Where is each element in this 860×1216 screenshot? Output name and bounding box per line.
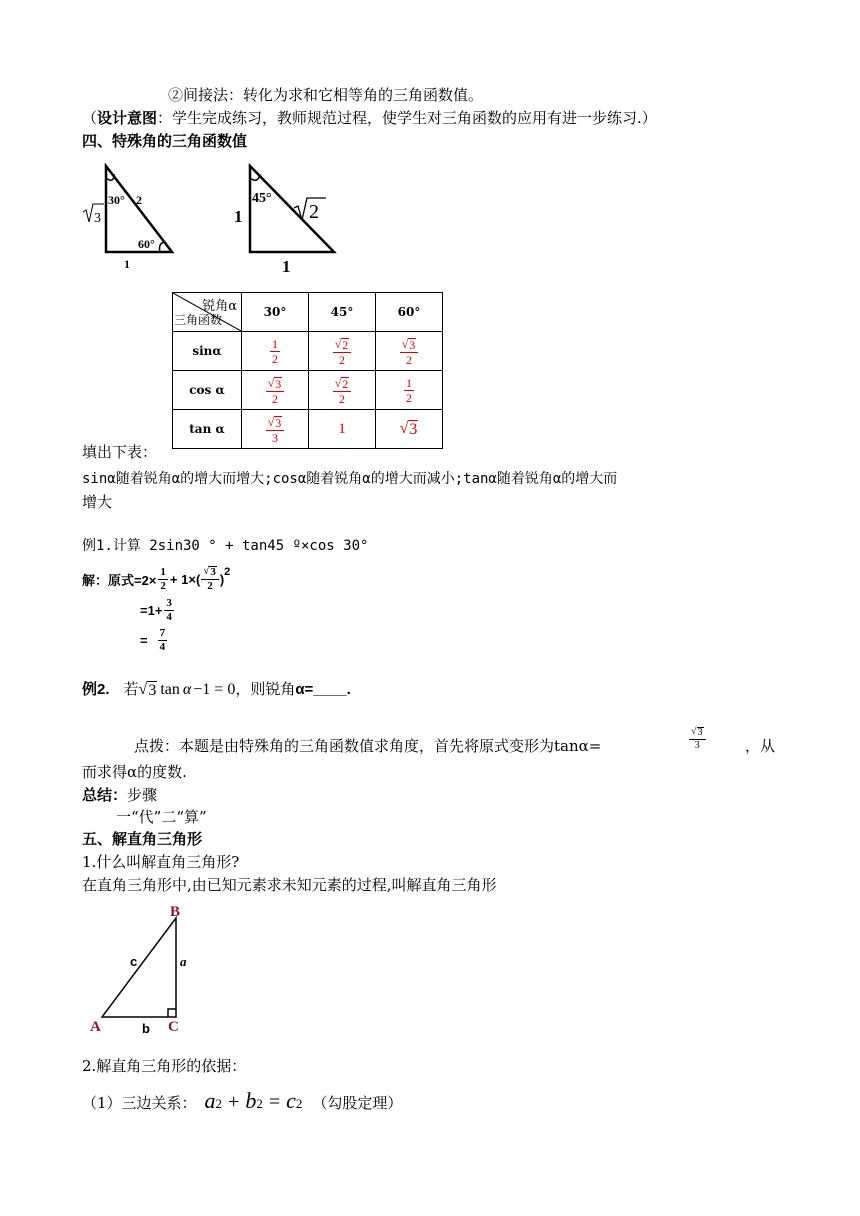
example-2 <box>82 678 351 700</box>
sin45-value: √ 2 2 <box>309 332 376 371</box>
example-1: 例1.计算 2sin30 ° + tan45 º×cos 30° <box>82 538 369 554</box>
heading-solve-right-triangle: 五、解直角三角形 <box>82 830 203 848</box>
eq-c-exp: 2 <box>295 1096 303 1111</box>
hint-text: 点拨：本题是由特殊角的三角函数值求角度，首先将原式变形为tanα= <box>134 737 602 755</box>
eq-a-exp: 2 <box>215 1096 223 1111</box>
tan-text: tan <box>160 681 180 698</box>
row-tan: tan α <box>173 410 242 449</box>
monotonic-line-1: sinα随着锐角α的增大而增大;cosα随着锐角α的增大而减小;tanα随着锐角α的增大而 <box>82 471 618 487</box>
vertex-C: C <box>168 1019 179 1035</box>
hint-line-2: 而求得α的度数. <box>82 763 187 781</box>
alpha-text: α <box>182 681 192 698</box>
heading-special-angles: 四、特殊角的三角函数值 <box>82 132 248 150</box>
solution-eq-1: =1+ <box>140 603 163 618</box>
alpha-blank: α=____. <box>295 681 351 698</box>
eq-b-exp: 2 <box>256 1096 263 1111</box>
angle-45-label: 45° <box>252 191 272 206</box>
fraction-sqrt3-over-2: √ 3 2 <box>201 566 219 592</box>
triangle-abc <box>86 898 196 1038</box>
fraction-three-quarters: $\frac{3}{4}$ <box>166 597 172 623</box>
triangle-30-60 <box>80 160 180 272</box>
angle-30-label: 30° <box>108 193 125 207</box>
paren: （ <box>82 109 98 127</box>
table-row <box>173 410 443 449</box>
col-60: 60° <box>376 293 443 332</box>
eq-b: b <box>245 1088 257 1113</box>
left-sqrt3-label: 3 <box>94 211 101 226</box>
sqrt3: √ 3 <box>138 681 157 699</box>
relation-label: （1）三边关系： <box>82 1094 197 1112</box>
tan45-value: 1 <box>309 410 376 449</box>
side-b: b <box>142 1021 150 1036</box>
example-2-if: 若 <box>123 680 139 698</box>
tan60-value: √ 3 <box>376 410 443 449</box>
then-acute-angle: ，则锐角 <box>235 680 296 698</box>
bottom-1-label: 1 <box>282 257 291 276</box>
header-trig-function: 三角函数 <box>174 313 223 327</box>
hint-tail: ，从 <box>745 737 776 755</box>
col-45: 45° <box>309 293 376 332</box>
hint-fraction: √ 3 3 <box>689 719 706 751</box>
definition: 在直角三角形中,由已知元素求未知元素的过程,叫解直角三角形 <box>82 876 497 894</box>
design-intent-label: 设计意图 <box>97 109 158 127</box>
fill-table-label: 填出下表： <box>82 443 158 461</box>
square-exponent: 2 <box>224 566 231 578</box>
solution-prefix: 解：原式=2× <box>82 572 157 588</box>
summary-text: 步骤 <box>127 786 158 804</box>
question-1: 1.什么叫解直角三角形? <box>82 853 240 871</box>
table-header-row <box>173 293 443 332</box>
example-2-label: 例2. <box>82 681 110 698</box>
question-2: 2.解直角三角形的依据： <box>82 1057 247 1075</box>
solution-plus: + 1×( <box>169 571 201 587</box>
solution-line-1 <box>82 566 230 592</box>
table-corner-cell <box>173 293 242 332</box>
eq-plus: + <box>228 1091 240 1113</box>
steps-text: 一“代”二“算” <box>116 808 207 826</box>
solution-line-3 <box>140 628 167 653</box>
eq-c: c <box>286 1088 296 1113</box>
col-30: 30° <box>242 293 309 332</box>
hyp-2-label: 2 <box>136 193 142 207</box>
header-acute-angle: 锐角α <box>202 299 237 314</box>
sin30-value: $\frac{1}{2}$ <box>242 332 309 371</box>
eq-equals: = <box>268 1091 281 1113</box>
vertex-B: B <box>170 904 181 920</box>
fraction-seven-quarters: $\frac{7}{4}$ <box>159 627 166 653</box>
table-row <box>173 332 443 371</box>
right-angle-icon <box>168 1009 176 1017</box>
three-side-relation <box>82 1088 402 1114</box>
summary <box>82 784 157 805</box>
sin60-value: √ 3 2 <box>376 332 443 371</box>
bottom-1-label: 1 <box>124 257 130 271</box>
line-indirect-method: ②间接法：转化为求和它相等角的三角函数值。 <box>168 86 484 104</box>
cos45-value: √ 2 2 <box>309 371 376 410</box>
triangle-45 <box>230 160 350 278</box>
row-cos: cos α <box>173 371 242 410</box>
fraction-half: $\frac{1}{2}$ <box>160 565 166 592</box>
left-1-label: 1 <box>234 207 243 226</box>
solution-close-paren: ) <box>219 571 225 587</box>
vertex-A: A <box>90 1019 101 1035</box>
side-a: a <box>180 954 187 969</box>
special-angle-table <box>172 292 443 449</box>
hyp-sqrt2-label: 2 <box>309 201 319 223</box>
row-sin: sinα <box>173 332 242 371</box>
equation-rest: −1 = 0 <box>193 681 236 698</box>
design-intent <box>82 107 657 128</box>
pythagorean-note: （勾股定理） <box>312 1094 403 1112</box>
solution-eq-2: = <box>140 633 148 648</box>
cos60-value: $\frac{1}{2}$ <box>376 371 443 410</box>
tan30-value: √ 3 3 <box>242 410 309 449</box>
solution-line-2 <box>140 598 174 623</box>
cos30-value: √ 3 2 <box>242 371 309 410</box>
angle-60-label: 60° <box>138 237 155 251</box>
design-intent-text: ：学生完成练习，教师规范过程，使学生对三角函数的应用有进一步练习.） <box>157 109 657 127</box>
side-c: c <box>130 954 138 969</box>
monotonic-line-2: 增大 <box>82 493 113 511</box>
summary-label: 总结： <box>82 786 128 804</box>
eq-a: a <box>204 1088 216 1113</box>
table-row <box>173 371 443 410</box>
